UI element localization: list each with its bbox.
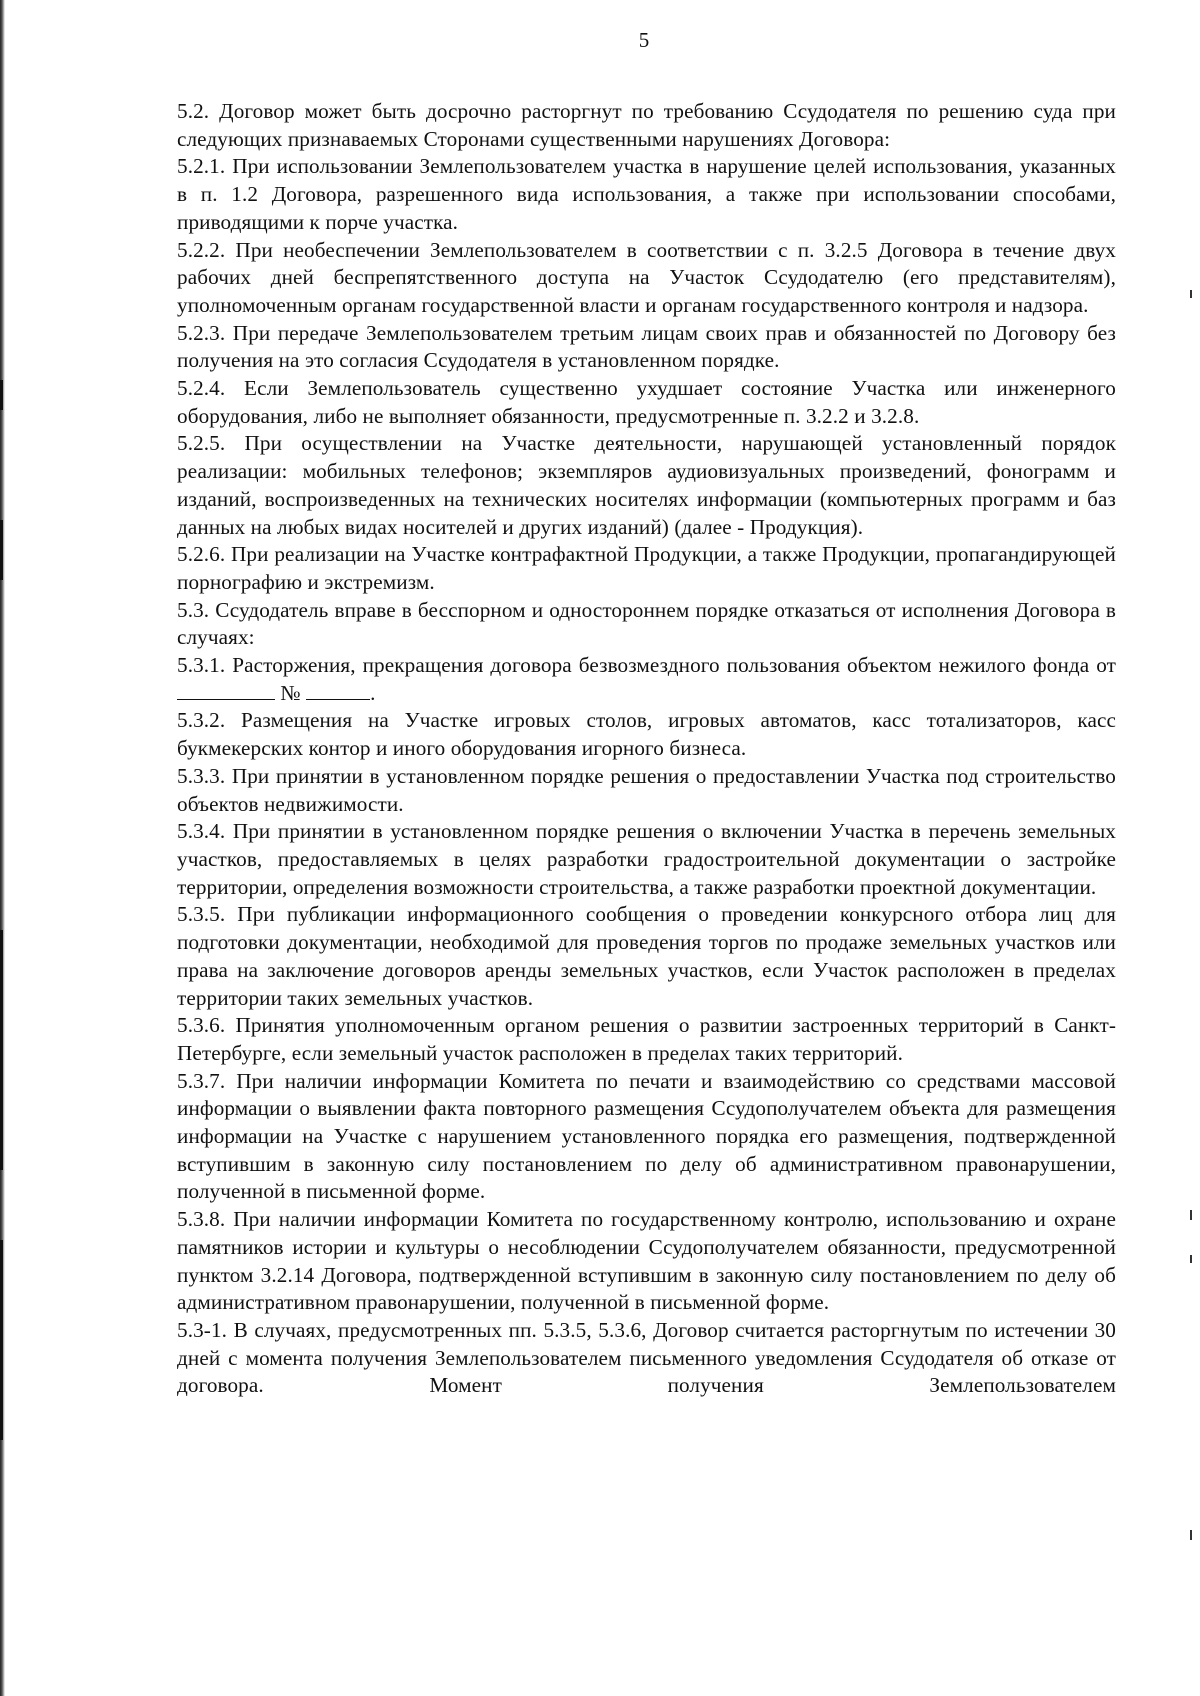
- clause-5-3-8: 5.3.8. При наличии информации Комитета по государственному контролю, использованию и охране памятников истории и культуры о несоблюдении Ссудополучателем обязанности, предусмотренной пунктом 3.2.14 Договора, подтвержденной вступившим в законную силу постановлением по делу об административном правонарушении, полученной в письменной форме.: [177, 1207, 1116, 1315]
- scan-edge-mark-right: [1190, 1210, 1192, 1220]
- clause-5-3-5: 5.3.5. При публикации информационного сообщения о проведении конкурсного отбора лиц для подготовки документации, необходимой для проведения торгов по продаже земельных участков или права на заключение договоров аренды земельных участков, если Участок расположен в пределах территории таких земельных участков.: [177, 902, 1116, 1010]
- scan-edge-mark: [0, 1240, 3, 1440]
- clause-5-2-6: 5.2.6. При реализации на Участке контрафактной Продукции, а также Продукции, пропагандирующей порнографию и экстремизм.: [177, 542, 1116, 594]
- scan-edge-mark: [0, 520, 3, 580]
- clause-5-3-7: 5.3.7. При наличии информации Комитета по печати и взаимодействию со средствами массовой информации о выявлении факта повторного размещения Ссудополучателем объекта для размещения информации на Участке с нарушением установленного порядка его размещения, подтвержденной вступившим в законную силу постановлением по делу об административном правонарушении, полученной в письменной форме.: [177, 1068, 1116, 1204]
- clause-5-3-1-extra: 5.3-1. В случаях, предусмотренных пп. 5.3.5, 5.3.6, Договор считается расторгнутым по истечении 30 дней с момента получения Землепользователем письменного уведомления Ссудодателя об отказе от договора. Момент получения Землепользователем: [177, 1317, 1116, 1398]
- scan-edge-mark-right: [1190, 1255, 1192, 1263]
- scan-edge-mark-right: [1190, 290, 1192, 298]
- clause-5-2: 5.2. Договор может быть досрочно расторгнут по требованию Ссудодателя по решению суда при следующих признаваемых Сторонами существенными нарушениях Договора:: [177, 99, 1116, 151]
- clause-5-2-5: 5.2.5. При осуществлении на Участке деятельности, нарушающей установленный порядок реализации: мобильных телефонов; экземпляров аудиовизуальных произведений, фонограмм и изданий, воспроизведенных на технических носителях информации (компьютерных программ и баз данных на любых видах носителей и других изданий) (далее - Продукция).: [177, 431, 1116, 539]
- page-number: 5: [638, 28, 650, 52]
- clause-5-3-4: 5.3.4. При принятии в установленном порядке решения о включении Участка в перечень земельных участков, предоставляемых в целях разработки градостроительной документации о застройке территории, определения возможности строительства, а также разработки проектной документации.: [177, 819, 1116, 899]
- clause-5-3-1-end: .: [370, 680, 376, 705]
- date-blank: [177, 681, 275, 700]
- clause-5-3-1-text: 5.3.1. Расторжения, прекращения договора безвозмездного пользования объектом нежилого фонда от: [177, 653, 1116, 678]
- clause-5-3: 5.3. Ссудодатель вправе в бесспорном и одностороннем порядке отказаться от исполнения Договора в случаях:: [177, 597, 1116, 650]
- clause-5-3-2: 5.3.2. Размещения на Участке игровых столов, игровых автоматов, касс тотализаторов, касс букмекерских контор и иного оборудования игорного бизнеса.: [177, 708, 1116, 761]
- scan-edge-left: [0, 0, 5, 1696]
- number-blank: [306, 681, 370, 700]
- scan-edge-mark: [0, 930, 3, 1170]
- clause-5-2-3: 5.2.3. При передаче Землепользователем третьим лицам своих прав и обязанностей по Договору без получения на это согласия Ссудодателя в установленном порядке.: [177, 320, 1116, 373]
- scan-edge-mark: [0, 380, 3, 410]
- document-body: [177, 98, 1116, 1400]
- clause-5-3-3: 5.3.3. При принятии в установленном порядке решения о предоставлении Участка под строительство объектов недвижимости.: [177, 763, 1116, 816]
- clause-5-2-4: 5.2.4. Если Землепользователь существенно ухудшает состояние Участка или инженерного оборудования, либо не выполняет обязанности, предусмотренные п. 3.2.2 и 3.2.8.: [177, 376, 1116, 428]
- clause-5-3-1: [177, 652, 1116, 707]
- clause-5-2-1: 5.2.1. При использовании Землепользователем участка в нарушение целей использования, указанных в п. 1.2 Договора, разрешенного вида использования, а также при использовании способами, приводящими к порче участка.: [177, 154, 1116, 234]
- number-sign: №: [280, 680, 301, 705]
- scan-edge-mark-right: [1190, 1530, 1192, 1540]
- clause-5-2-2: 5.2.2. При необеспечении Землепользователем в соответствии с п. 3.2.5 Договора в течение двух рабочих дней беспрепятственного доступа на Участок Ссудодателю (его представителям), уполномоченным органам государственной власти и органам государственного контроля и надзора.: [177, 237, 1116, 317]
- clause-5-3-6: 5.3.6. Принятия уполномоченным органом решения о развитии застроенных территорий в Санкт-Петербурге, если земельный участок расположен в пределах таких территорий.: [177, 1013, 1116, 1065]
